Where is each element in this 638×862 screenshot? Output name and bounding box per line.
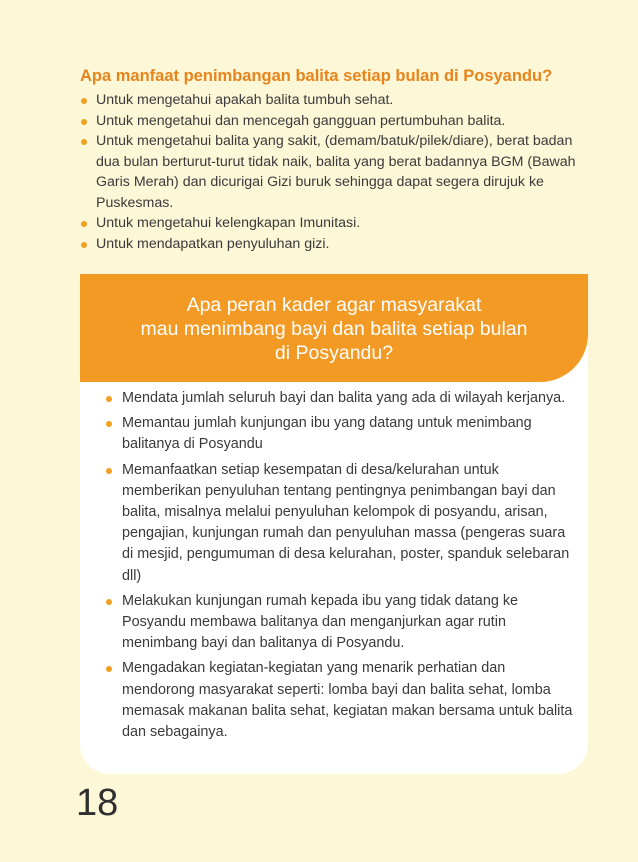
- list-item-text: Untuk mendapatkan penyuluhan gizi.: [96, 235, 330, 252]
- list-item: [96, 388, 576, 409]
- benefits-section: [80, 66, 580, 254]
- list-item-text: Memanfaatkan setiap kesempatan di desa/kelurahan untuk memberikan penyuluhan tentang pentingnya penimbangan bayi dan balita, misalnya melalui penyuluhan kelompok di posyandu, arisan, pengajian, kunjungan rumah dan penyuluhan massa (pengeras suara di mesjid, pengumuman di desa kelurahan, poster, spanduk selebaran dll): [122, 461, 570, 584]
- bullet-icon: [106, 421, 112, 427]
- list-item: [96, 658, 576, 743]
- benefits-title: Apa manfaat penimbangan balita setiap bulan di Posyandu?: [80, 67, 553, 85]
- bullet-icon: [81, 98, 87, 104]
- list-item-text: Mengadakan kegiatan-kegiatan yang menarik perhatian dan mendorong masyarakat seperti: lomba bayi dan balita sehat, lomba memasak makanan balita sehat, kegiatan makan bersama untuk balita dan sebagainya.: [122, 660, 573, 741]
- list-item: [80, 234, 580, 255]
- list-item: [96, 591, 576, 655]
- kader-role-heading: [80, 274, 588, 382]
- bullet-icon: [81, 119, 87, 125]
- bullet-icon: [106, 666, 112, 672]
- list-item: [80, 213, 580, 234]
- list-item-text: Mendata jumlah seluruh bayi dan balita yang ada di wilayah kerjanya.: [122, 390, 566, 406]
- page-number: 18: [76, 782, 119, 824]
- bullet-icon: [81, 221, 87, 227]
- list-item: [96, 413, 576, 455]
- list-item-text: Untuk mengetahui kelengkapan Imunitasi.: [96, 215, 361, 231]
- list-item: [80, 131, 580, 213]
- list-item: [96, 460, 576, 587]
- list-item-text: Melakukan kunjungan rumah kepada ibu yang tidak datang ke Posyandu membawa balitanya dan menganjurkan agar rutin menimbang bayi dan balitanya di Posyandu.: [122, 592, 519, 652]
- heading-line: di Posyandu?: [274, 342, 394, 364]
- kader-role-list: [96, 388, 576, 743]
- list-item-text: Memantau jumlah kunjungan ibu yang datang untuk menimbang balitanya di Posyandu: [122, 415, 532, 453]
- heading-line: Apa peran kader agar masyarakat: [186, 294, 482, 316]
- bullet-icon: [81, 139, 87, 145]
- list-item: [80, 90, 580, 111]
- list-item-text: Untuk mengetahui balita yang sakit, (demam/batuk/pilek/diare), berat badan dua bulan berturut-turut tidak naik, balita yang berat badannya BGM (Bawah Garis Merah) dan dicurigai Gizi buruk sehingga dapat segera dirujuk ke Puskesmas.: [96, 133, 576, 211]
- bullet-icon: [106, 468, 112, 474]
- heading-line: mau menimbang bayi dan balita setiap bulan: [140, 318, 528, 340]
- list-item-text: Untuk mengetahui dan mencegah gangguan pertumbuhan balita.: [96, 112, 506, 129]
- kader-role-box: [80, 274, 588, 774]
- kader-role-body: [96, 388, 576, 747]
- list-item: [80, 111, 580, 132]
- bullet-icon: [106, 599, 112, 605]
- benefits-list: [80, 90, 580, 254]
- bullet-icon: [106, 396, 112, 402]
- list-item-text: Untuk mengetahui apakah balita tumbuh sehat.: [96, 92, 394, 108]
- bullet-icon: [81, 242, 87, 248]
